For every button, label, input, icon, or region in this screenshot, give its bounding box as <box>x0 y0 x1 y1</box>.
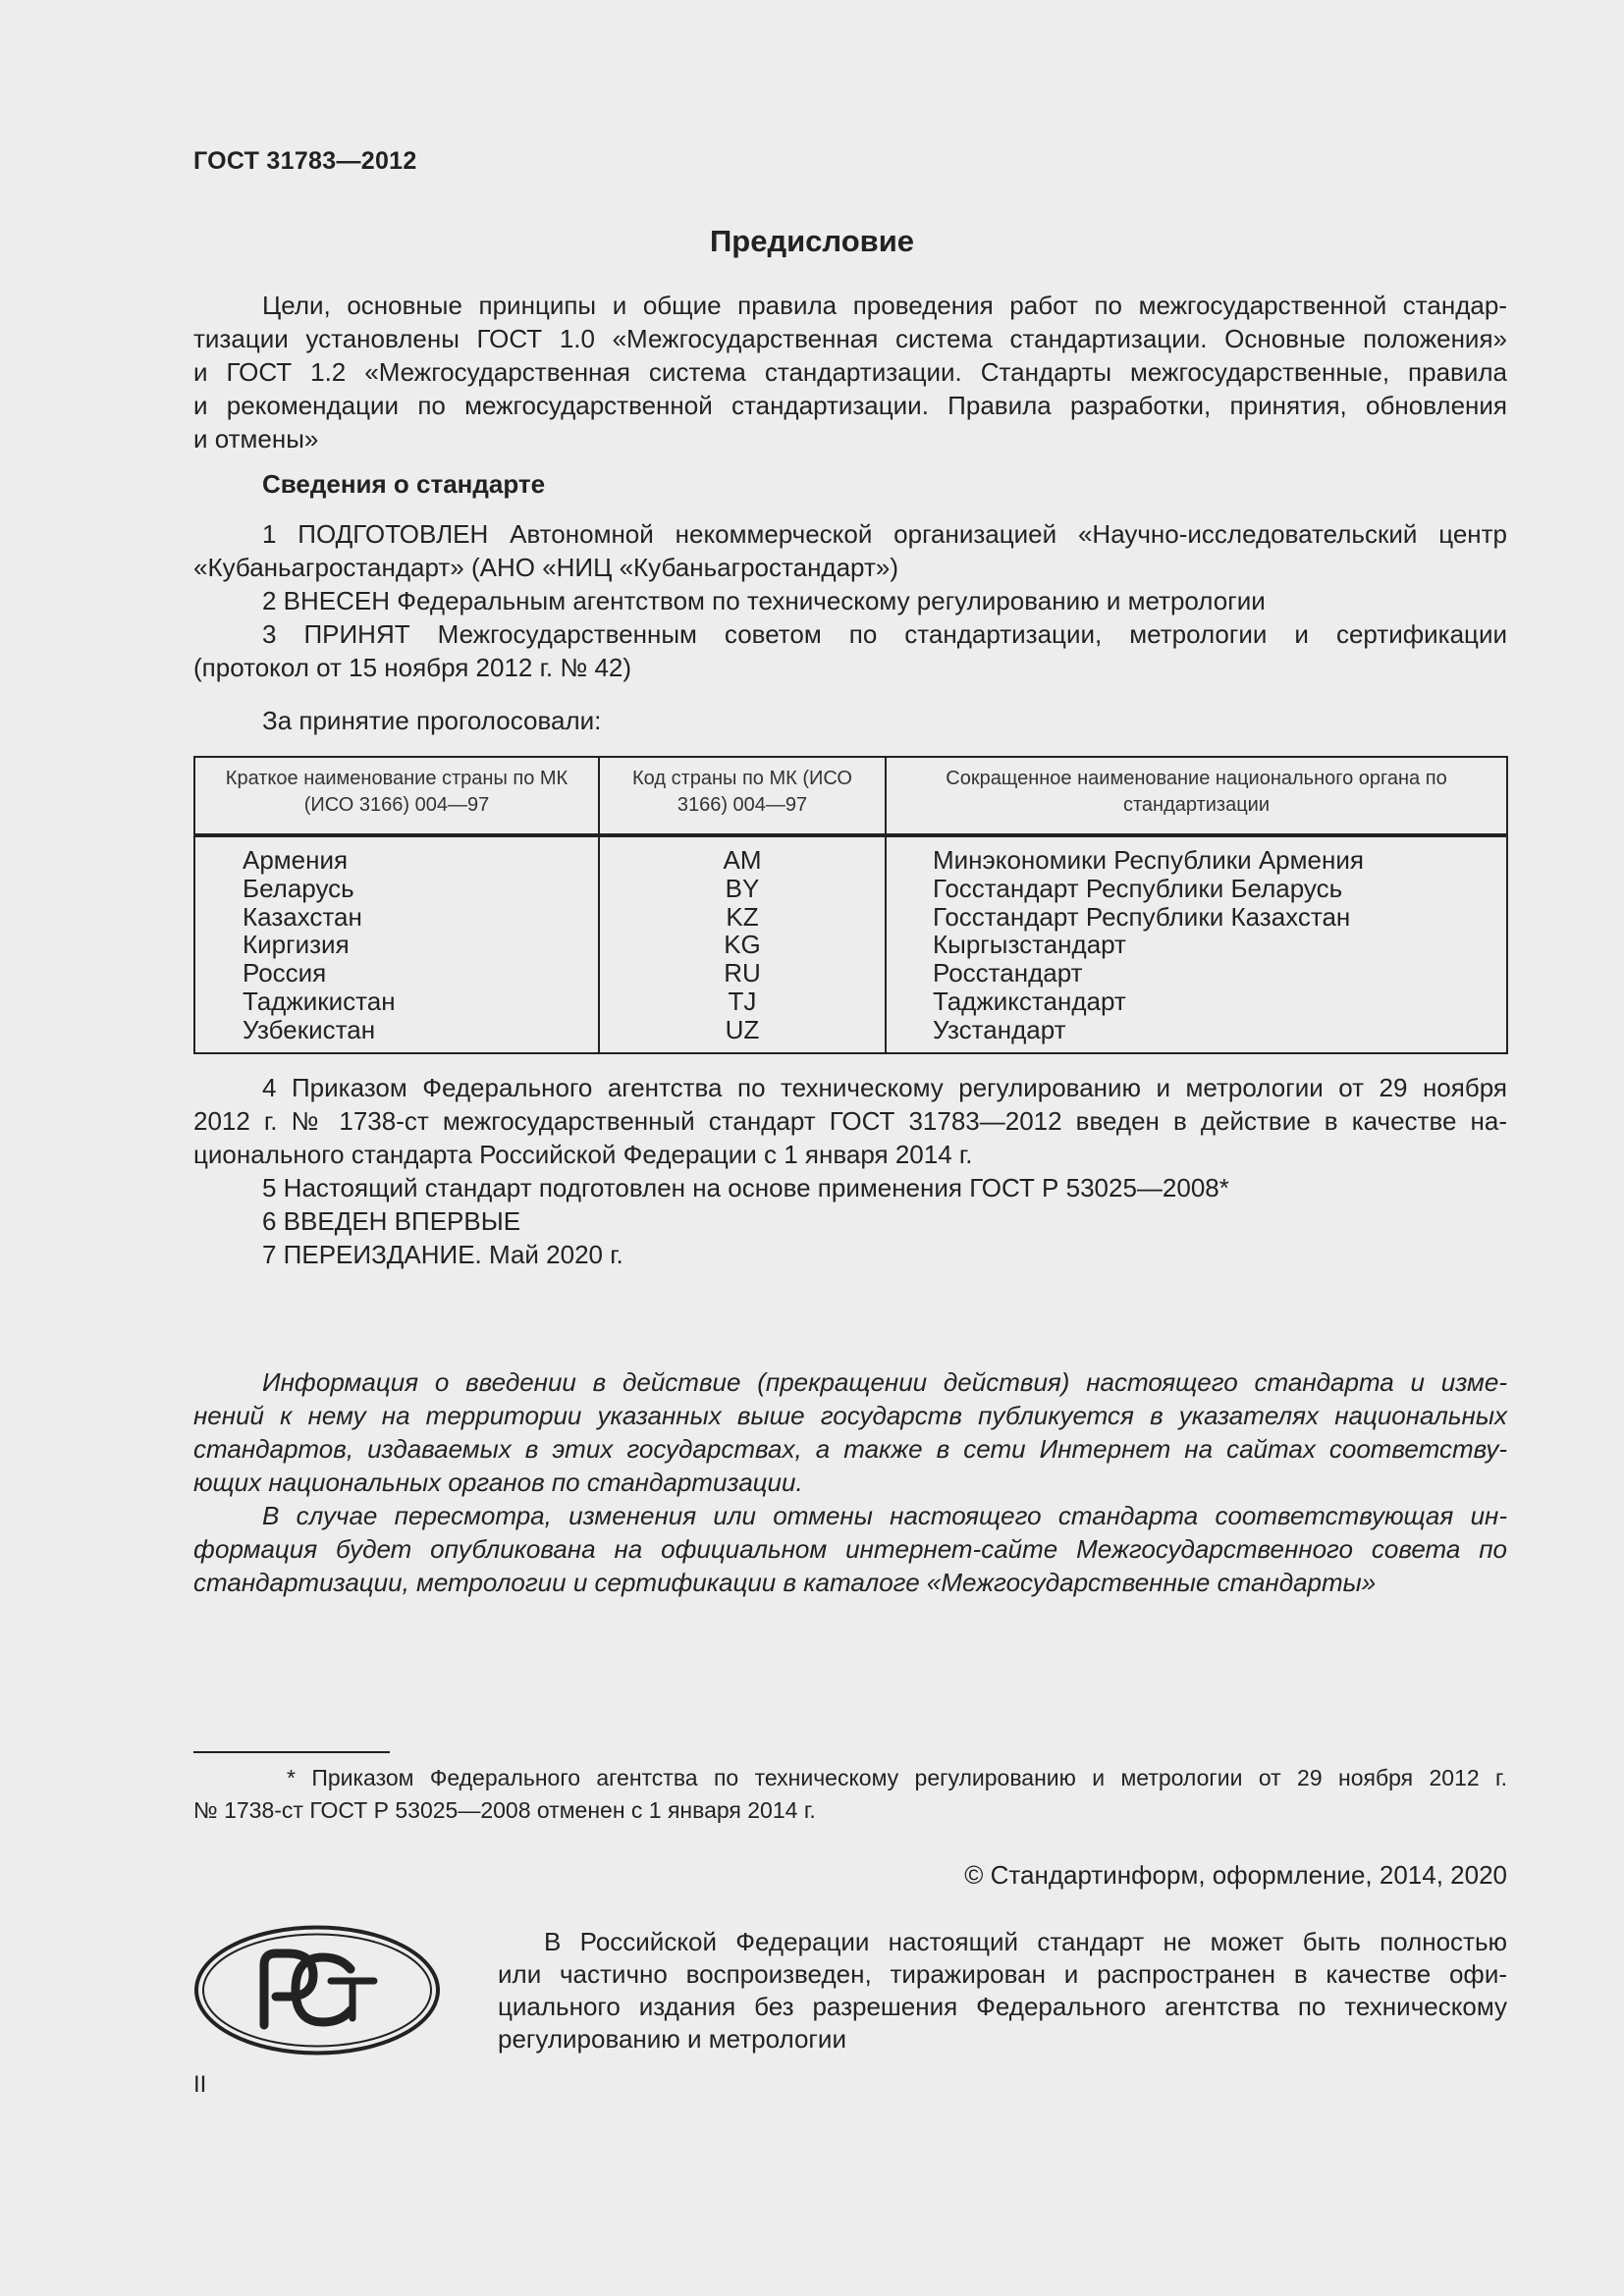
reproduction-rights-notice <box>498 1926 1507 2056</box>
column-header-country: Краткое наименование страны по МК (ИСО 3166) 004—97 <box>194 757 599 834</box>
table-header-row <box>194 757 1507 834</box>
country-name: Россия <box>243 958 327 988</box>
standards-body: Узстандарт <box>933 1014 1066 1044</box>
rights-line: или частично воспроизведен, тиражирован и распространен в качестве офи- <box>498 1959 1507 1989</box>
standards-body: Госстандарт Республики Беларусь <box>933 873 1343 903</box>
standards-body: Минэкономики Республики Армения <box>933 845 1364 875</box>
info-item-1-cont: «Кубаньагростандарт» (АНО «НИЦ «Кубаньагростандарт») <box>193 553 898 582</box>
table-body-row <box>194 840 1507 1053</box>
standards-body: Росстандарт <box>933 958 1083 988</box>
standards-body: Таджикстандарт <box>933 986 1126 1016</box>
standard-info-list-continued <box>193 1071 1507 1271</box>
notice-line: стандартов, издаваемых в этих государствах, а также в сети Интернет на сайтах соответству- <box>193 1434 1507 1464</box>
country-code: TJ <box>728 986 757 1016</box>
intro-paragraph <box>193 289 1507 455</box>
intro-line: тизации установлены ГОСТ 1.0 «Межгосударственная система стандартизации. Основные положения» <box>193 324 1507 353</box>
info-heading-block <box>193 467 1507 501</box>
column-header-body: Сокращенное наименование национального органа по стандартизации <box>946 768 1447 816</box>
rights-line: циального издания без разрешения Федерального агентства по техническому <box>498 1992 1507 2021</box>
info-item-4-cont: 2012 г. № 1738-ст межгосударственный стандарт ГОСТ 31783—2012 введен в действие в качестве на- <box>193 1106 1507 1136</box>
country-code: KZ <box>726 901 759 932</box>
standards-body: Госстандарт Республики Казахстан <box>933 901 1351 932</box>
country-name: Казахстан <box>243 901 362 932</box>
page-title: Предисловие <box>709 224 914 258</box>
country-code: RU <box>724 958 761 988</box>
country-code: UZ <box>725 1014 760 1044</box>
pst-certification-logo-icon <box>193 1924 441 2056</box>
notice-line: Информация о введении в действие (прекращении действия) настоящего стандарта и изме- <box>262 1367 1507 1397</box>
intro-line: и отмены» <box>193 424 319 454</box>
notice-line: В случае пересмотра, изменения или отмены настоящего стандарта соответствующая ин- <box>262 1501 1507 1530</box>
country-codes-cell <box>599 840 886 1053</box>
country-code: BY <box>725 873 760 903</box>
country-names-cell <box>194 840 599 1053</box>
info-item-7: 7 ПЕРЕИЗДАНИЕ. Май 2020 г. <box>262 1240 623 1269</box>
country-code: AM <box>723 845 762 875</box>
standards-body: Кыргызстандарт <box>933 930 1126 960</box>
info-item-4-cont: ционального стандарта Российской Федерации с 1 января 2014 г. <box>193 1140 973 1169</box>
document-id: ГОСТ 31783—2012 <box>193 147 417 175</box>
notice-line: формация будет опубликована на официальном интернет-сайте Межгосударственного совета по <box>193 1534 1507 1564</box>
voted-label-block <box>193 704 1507 737</box>
info-item-3: 3 ПРИНЯТ Межгосударственным советом по стандартизации, метрологии и сертификации <box>262 619 1507 649</box>
copyright-notice: © Стандартинформ, оформление, 2014, 2020 <box>964 1860 1507 1890</box>
intro-line: и рекомендации по межгосударственной стандартизации. Правила разработки, принятия, обновления <box>193 391 1507 420</box>
notice-line: стандартизации, метрологии и сертификации в каталоге «Межгосударственные стандарты» <box>193 1568 1377 1597</box>
info-item-3-cont: (протокол от 15 ноября 2012 г. № 42) <box>193 653 632 682</box>
voted-label: За принятие проголосовали: <box>262 706 602 735</box>
notice-line: ющих национальных органов по стандартизации. <box>193 1468 803 1497</box>
standards-bodies-cell <box>886 840 1507 1053</box>
info-item-2: 2 ВНЕСЕН Федеральным агентством по техническому регулированию и метрологии <box>262 586 1266 615</box>
footnote <box>193 1762 1507 1827</box>
info-item-4: 4 Приказом Федерального агентства по техническому регулированию и метрологии от 29 ноября <box>262 1073 1507 1102</box>
country-name: Узбекистан <box>243 1014 376 1044</box>
footnote-line: * Приказом Федерального агентства по техническому регулированию и метрологии от 29 ноября 2012 г. <box>287 1765 1507 1790</box>
standard-info-list <box>193 517 1507 684</box>
intro-line: Цели, основные принципы и общие правила проведения работ по межгосударственной стандар- <box>262 291 1507 320</box>
country-name: Киргизия <box>243 930 350 960</box>
footnote-divider <box>193 1751 390 1753</box>
publication-notice <box>193 1365 1507 1599</box>
info-item-5: 5 Настоящий стандарт подготовлен на основе применения ГОСТ Р 53025—2008* <box>262 1173 1229 1202</box>
country-name: Беларусь <box>243 873 354 903</box>
rights-line: В Российской Федерации настоящий стандарт не может быть полностью <box>544 1927 1507 1956</box>
section-heading: Сведения о стандарте <box>262 469 546 499</box>
page-number: II <box>193 2071 207 2098</box>
column-header-code: Код страны по МК (ИСО 3166) 004—97 <box>599 757 886 834</box>
notice-line: нений к нему на территории указанных выше государств публикуется в указателях национальных <box>193 1401 1507 1430</box>
info-item-1: 1 ПОДГОТОВЛЕН Автономной некоммерческой организацией «Научно-исследовательский центр <box>262 519 1507 549</box>
footnote-line: № 1738-ст ГОСТ Р 53025—2008 отменен с 1 января 2014 г. <box>193 1797 816 1823</box>
voting-countries-table <box>193 756 1508 1054</box>
rights-line: регулированию и метрологии <box>498 2024 846 2054</box>
country-name: Таджикистан <box>243 986 396 1016</box>
intro-line: и ГОСТ 1.2 «Межгосударственная система стандартизации. Стандарты межгосударственные, правила <box>193 357 1507 387</box>
country-name: Армения <box>243 845 349 875</box>
info-item-6: 6 ВВЕДЕН ВПЕРВЫЕ <box>262 1206 521 1236</box>
country-code: KG <box>724 930 761 960</box>
